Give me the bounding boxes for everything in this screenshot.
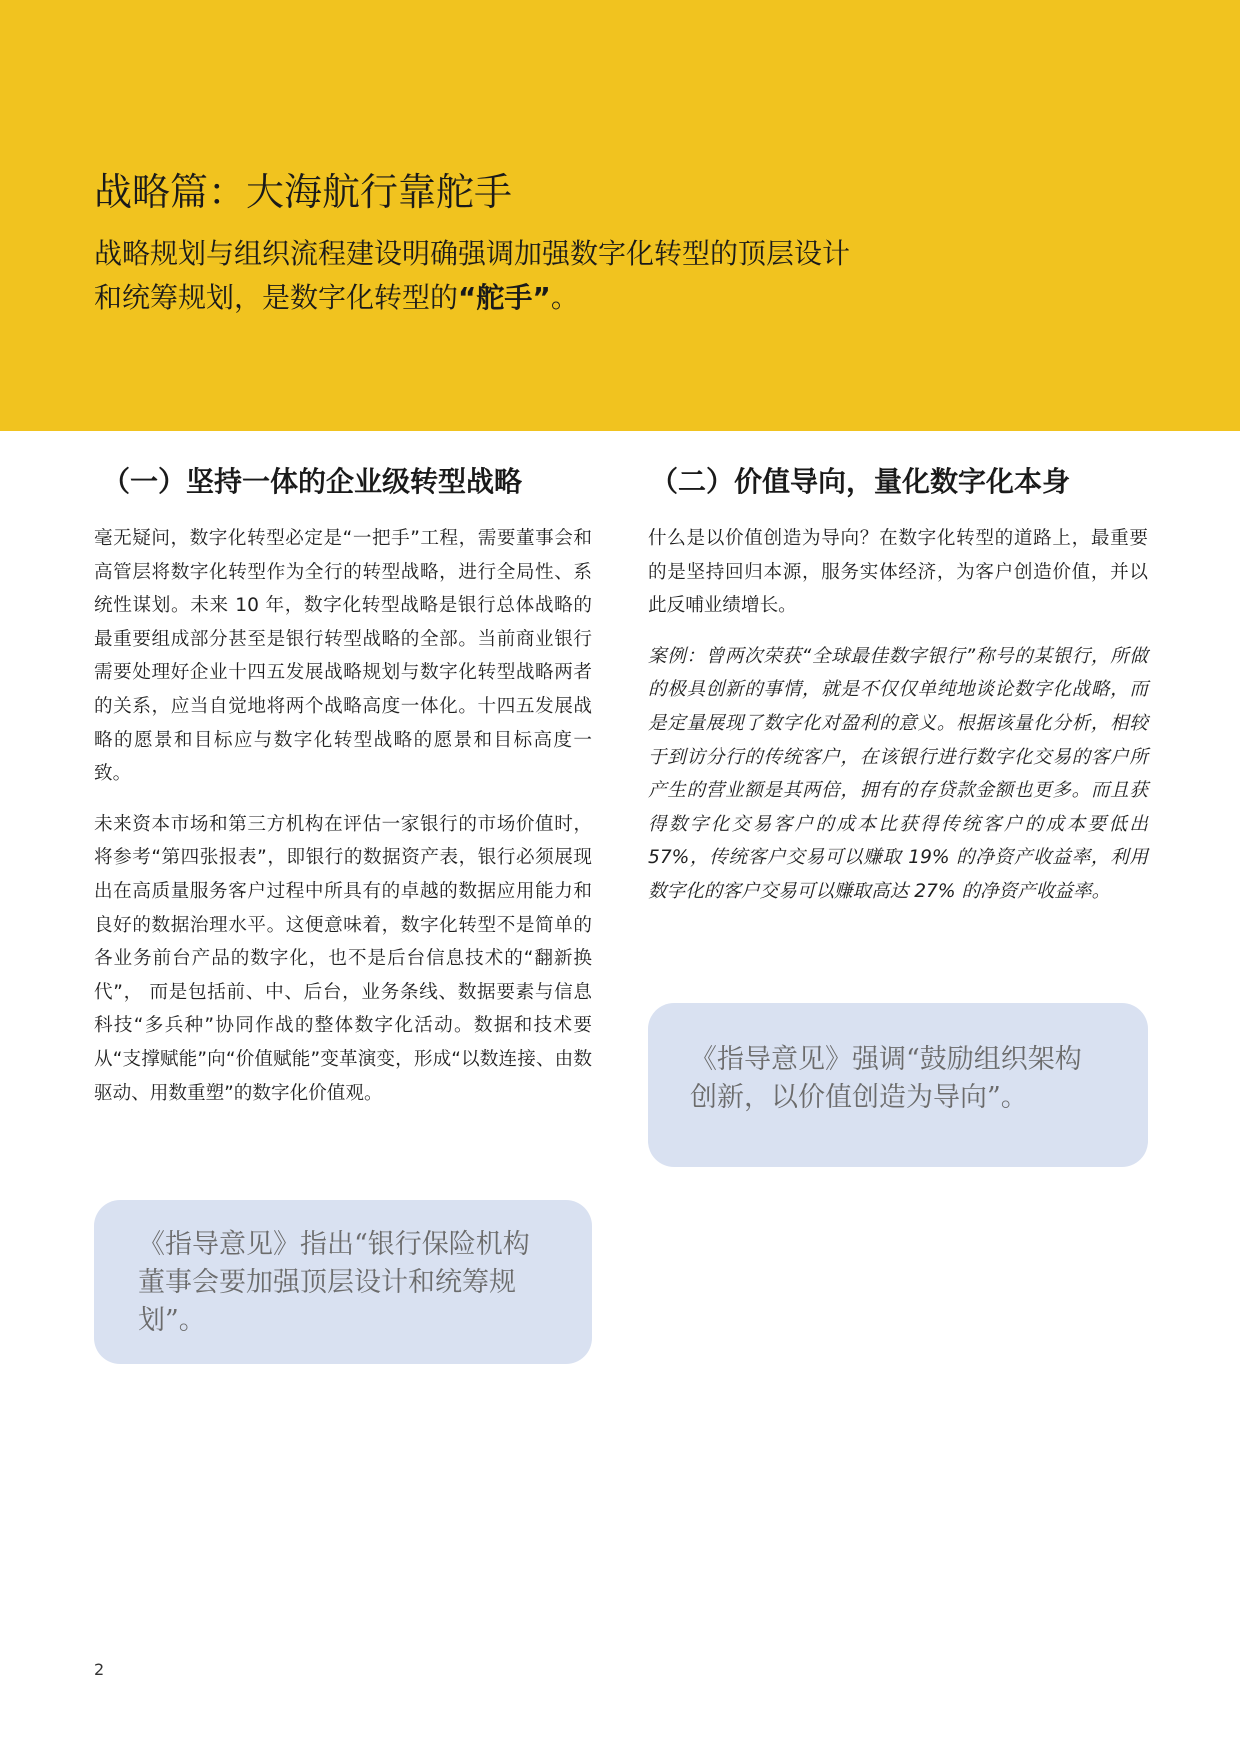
case-study-paragraph: 案例：曾两次荣获“全球最佳数字银行”称号的某银行，所做的极具创新的事情，就是不仅仅单纯地谈论数字化战略，而是定量展现了数字化对盈利的意义。根据该量化分析，相较于到访分行的传统客户，在该银行进行数字化交易的客户所产生的营业额是其两倍，拥有的存贷款金额也更多。而且获得数字化交易客户的成本比获得传统客户的成本要低出 57%，传统客户交易可以赚取 19% 的净资产收益率，利用数字化的客户交易可以赚取高达 27% 的净资产收益率。 (648, 645, 1148, 902)
left-paragraph-1: 毫无疑问，数字化转型必定是“一把手”工程，需要董事会和高管层将数字化转型作为全行的转型战略，进行全局性、系统性谋划。未来 10 年，数字化转型战略是银行总体战略的最重要组成部分甚至是银行转型战略的全部。当前商业银行需要处理好企业十四五发展战略规划与数字化转型战略两者的关系，应当自觉地将两个战略高度一体化。十四五发展战略的愿景和目标应与数字化转型战略的愿景和目标高度一致。 (94, 528, 592, 785)
section-heading-2: （二）价值导向，量化数字化本身 (650, 465, 1071, 498)
section-heading-1: （一）坚持一体的企业级转型战略 (102, 465, 523, 498)
pull-quote-left: 《指导意见》指出“银行保险机构董事会要加强顶层设计和统筹规划”。 (94, 1200, 592, 1364)
subtitle-line-2 (94, 276, 994, 320)
subtitle-line-2-text: 和统筹规划，是数字化转型的 (94, 281, 459, 314)
page-title: 战略篇：大海航行靠舵手 (94, 170, 513, 214)
left-column (94, 462, 592, 1127)
header-banner (0, 0, 1240, 431)
page-number: 2 (94, 1660, 105, 1679)
subtitle-emphasis: “舵手” (458, 281, 551, 314)
pull-quote-right: 《指导意见》强调“鼓励组织架构创新，以价值创造为导向”。 (648, 1003, 1148, 1167)
right-column (648, 462, 1148, 926)
right-paragraph-1: 什么是以价值创造为导向？在数字化转型的道路上，最重要的是坚持回归本源，服务实体经济，为客户创造价值，并以此反哺业绩增长。 (648, 528, 1148, 617)
subtitle-line-1: 战略规划与组织流程建设明确强调加强数字化转型的顶层设计 (94, 237, 851, 270)
left-paragraph-2: 未来资本市场和第三方机构在评估一家银行的市场价值时，将参考“第四张报表”，即银行的数据资产表，银行必须展现出在高质量服务客户过程中所具有的卓越的数据应用能力和良好的数据治理水平。这便意味着，数字化转型不是简单的各业务前台产品的数字化，也不是后台信息技术的“翻新换代”， 而是包括前、中、后台，业务条线、数据要素与信息科技“多兵种”协同作战的整体数字化活动。数据和技术要从“支撑赋能”向“价值赋能”变革演变，形成“以数连接、由数驱动、用数重塑”的数字化价值观。 (94, 813, 592, 1104)
subtitle-line-2-end: 。 (550, 281, 579, 314)
page-subtitle (94, 232, 994, 320)
